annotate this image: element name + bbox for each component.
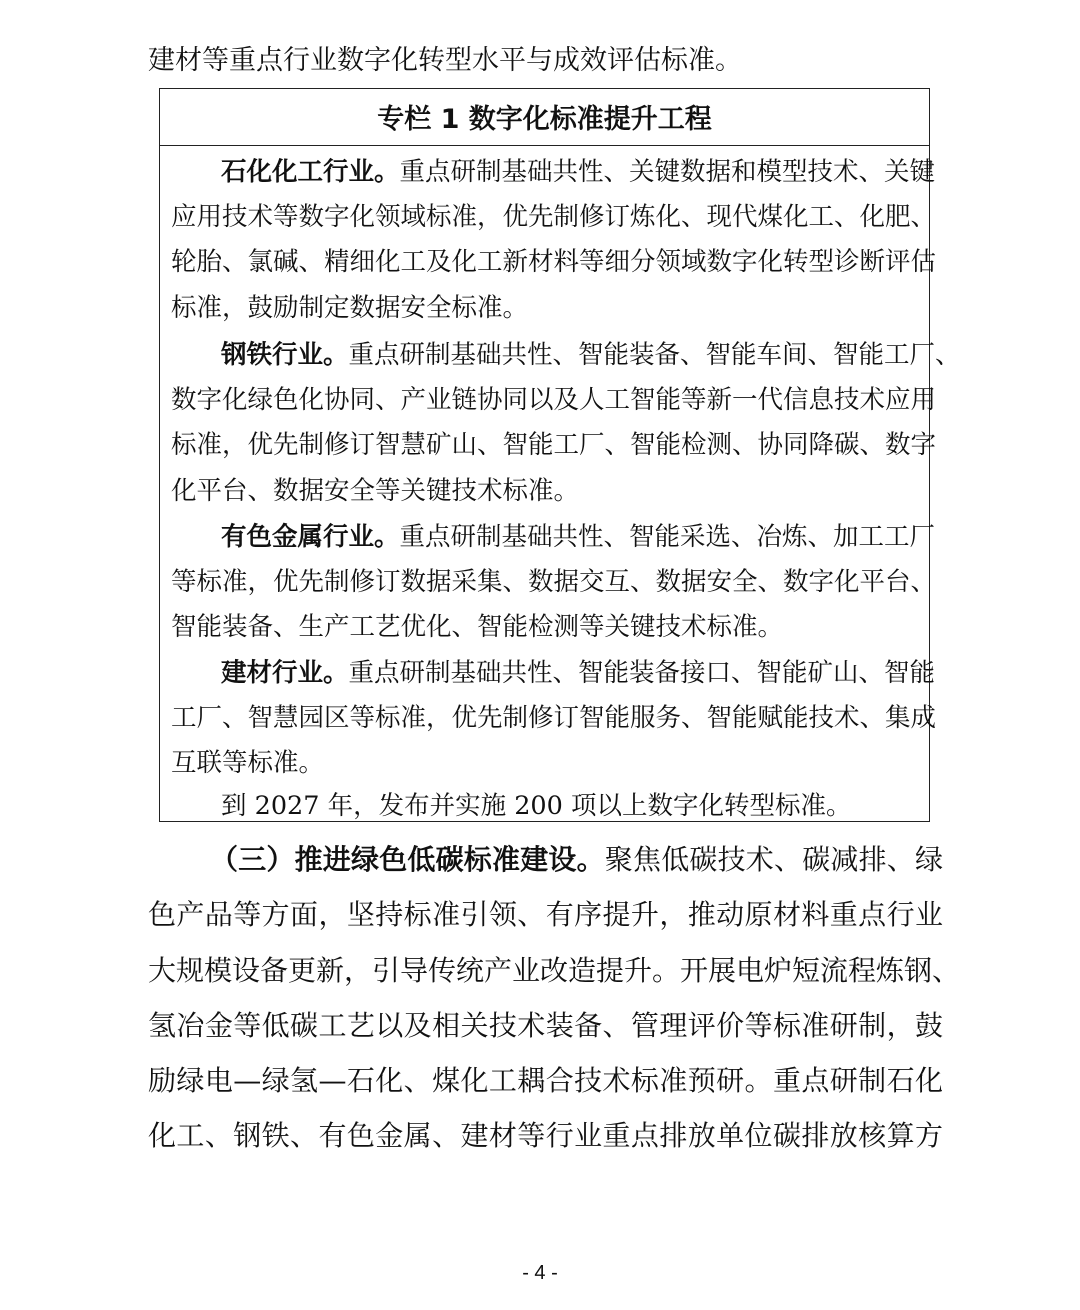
section-heading: （三）推进绿色低碳标准建设。 — [210, 843, 605, 876]
nonferrous-lead: 有色金属行业。 — [221, 522, 400, 552]
section-paragraph-line: 化工、钢铁、有色金属、建材等行业重点排放单位碳排放核算方 — [148, 1119, 943, 1152]
steel-lead: 钢铁行业。 — [221, 340, 349, 370]
feature-box — [159, 88, 961, 822]
nonferrous-paragraph-line: 智能装备、生产工艺优化、智能检测等关键技术标准。 — [171, 612, 784, 642]
petrochemical-paragraph-line: 应用技术等数字化领域标准，优先制修订炼化、现代煤化工、化肥、 — [171, 202, 937, 232]
section-paragraph-line: 色产品等方面，坚持标准引领、有序提升，推动原材料重点行业 — [148, 898, 943, 931]
feature-box-title: 专栏 1 数字化标准提升工程 — [377, 104, 712, 135]
page-number: - 4 - — [522, 1262, 558, 1284]
petrochemical-paragraph-line: 轮胎、氯碱、精细化工及化工新材料等细分领域数字化转型诊断评估 — [171, 247, 937, 277]
paragraph-text: 聚焦低碳技术、碳减排、绿 — [604, 843, 943, 876]
nonferrous-paragraph-line — [221, 520, 936, 554]
section-paragraph-line: 大规模设备更新，引导传统产业改造提升。开展电炉短流程炼钢、 — [148, 954, 961, 987]
steel-paragraph-line — [221, 338, 961, 372]
paragraph-text: 重点研制基础共性、关键数据和模型技术、关键 — [399, 157, 936, 187]
nonferrous-paragraph-line: 等标准，优先制修订数据采集、数据交互、数据安全、数字化平台、 — [171, 567, 937, 597]
petrochemical-paragraph-line — [221, 155, 936, 189]
section-paragraph-line: 氢冶金等低碳工艺以及相关技术装备、管理评价等标准研制，鼓 — [148, 1009, 943, 1042]
building-materials-paragraph-line: 工厂、智慧园区等标准，优先制修订智能服务、智能赋能技术、集成 — [171, 703, 937, 733]
building-materials-paragraph-line: 互联等标准。 — [171, 748, 325, 778]
building-materials-lead: 建材行业。 — [221, 658, 349, 688]
building-materials-paragraph-line — [221, 656, 936, 690]
petrochemical-paragraph-line: 标准，鼓励制定数据安全标准。 — [171, 293, 529, 323]
continued-paragraph-line: 建材等重点行业数字化转型水平与成效评估标准。 — [148, 45, 742, 76]
paragraph-text: 重点研制基础共性、智能采选、冶炼、加工工厂 — [399, 522, 936, 552]
target-paragraph-line: 到 2027 年，发布并实施 200 项以上数字化转型标准。 — [221, 791, 852, 821]
paragraph-text: 重点研制基础共性、智能装备接口、智能矿山、智能 — [348, 658, 936, 688]
section-paragraph-line — [210, 842, 943, 878]
petrochemical-lead: 石化化工行业。 — [221, 157, 400, 187]
steel-paragraph-line: 标准，优先制修订智慧矿山、智能工厂、智能检测、协同降碳、数字 — [171, 430, 937, 460]
steel-paragraph-line: 化平台、数据安全等关键技术标准。 — [171, 476, 580, 506]
section-paragraph-line: 励绿电—绿氢—石化、煤化工耦合技术标准预研。重点研制石化 — [148, 1064, 943, 1097]
paragraph-text: 重点研制基础共性、智能装备、智能车间、智能工厂、 — [348, 340, 961, 370]
steel-paragraph-line: 数字化绿色化协同、产业链协同以及人工智能等新一代信息技术应用 — [171, 385, 937, 415]
feature-box-header — [160, 89, 929, 146]
